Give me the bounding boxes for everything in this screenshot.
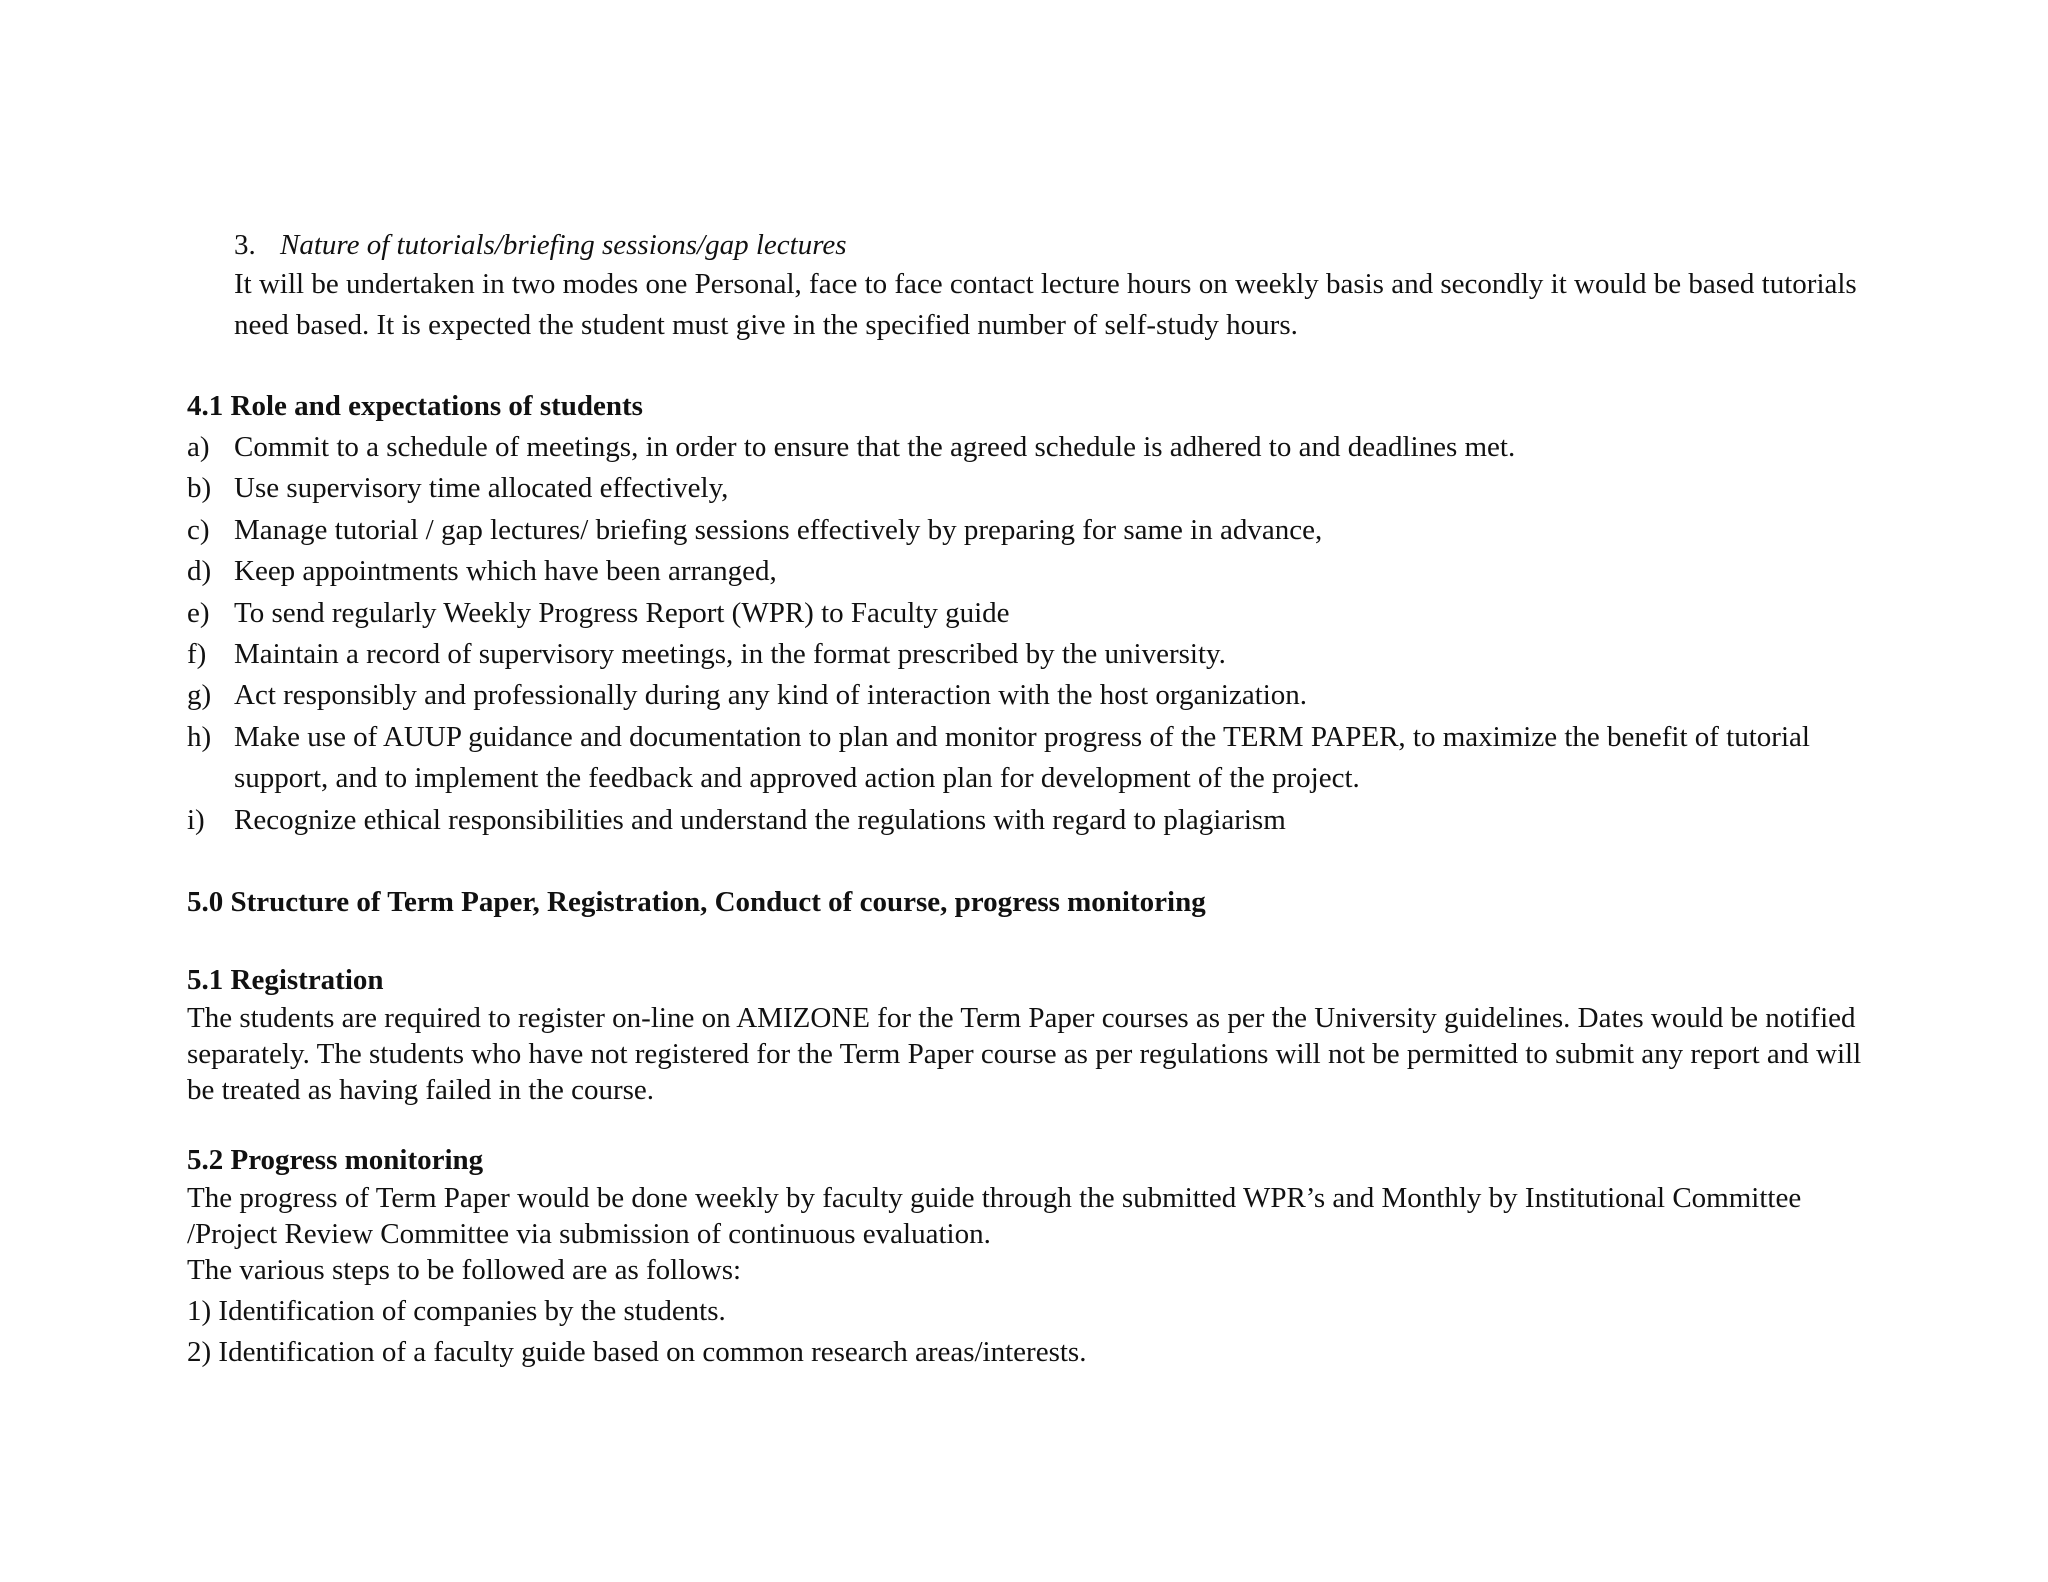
steps-list — [187, 1291, 1887, 1373]
list-item — [187, 634, 1887, 675]
role-expectations-list — [187, 427, 1887, 841]
list-item — [187, 468, 1887, 509]
progress-monitoring-paragraph: The progress of Term Paper would be done weekly by faculty guide through the submitted WPR’s and Monthly by Institutional Committee /Project Review Committee via submission of continuous evaluation. — [187, 1182, 1802, 1250]
list-item — [187, 551, 1887, 592]
section-5-1-heading: 5.1 Registration — [187, 964, 384, 996]
list-item — [187, 675, 1887, 716]
registration-paragraph: The students are required to register on-line on AMIZONE for the Term Paper courses as per the University guidelines. Dates would be notified separately. The students who have not registered for the Term Paper course as per regulations will not be permitted to submit any report and will be treated as having failed in the course. — [187, 1002, 1862, 1106]
list-marker: d) — [187, 555, 212, 588]
step-item: 2) Identification of a faculty guide based on common research areas/interests. — [187, 1336, 1087, 1368]
section-5-2-heading: 5.2 Progress monitoring — [187, 1144, 484, 1176]
section-3-paragraph: It will be undertaken in two modes one Personal, face to face contact lecture hours on weekly basis and secondly it would be based tutorials need based. It is expected the student must give in the specified number of self-study hours. — [234, 268, 1857, 341]
section-5-0-heading: 5.0 Structure of Term Paper, Registration, Conduct of course, progress monitoring — [187, 886, 1206, 918]
section-4-1-heading: 4.1 Role and expectations of students — [187, 390, 643, 422]
section-3-heading — [234, 228, 847, 262]
list-marker: f) — [187, 638, 207, 671]
list-item-text: Keep appointments which have been arranged, — [234, 555, 777, 588]
list-item-text: Maintain a record of supervisory meetings, in the format prescribed by the university. — [234, 638, 1226, 671]
list-item-text: Manage tutorial / gap lectures/ briefing sessions effectively by preparing for same in advance, — [234, 513, 1323, 546]
list-marker: i) — [187, 803, 205, 836]
list-item-text: Recognize ethical responsibilities and understand the regulations with regard to plagiarism — [234, 803, 1286, 836]
list-marker: a) — [187, 431, 210, 463]
list-item-text: Use supervisory time allocated effectively, — [234, 472, 729, 505]
list-item — [187, 427, 1887, 468]
list-marker: h) — [187, 720, 212, 753]
list-item-text: Make use of AUUP guidance and documentation to plan and monitor progress of the TERM PAPER, to maximize the benefit of tutorial support, and to implement the feedback and approved action plan for development of the project. — [234, 720, 1810, 795]
section-3-title: Nature of tutorials/briefing sessions/gap lectures — [280, 229, 847, 261]
list-item — [187, 593, 1887, 634]
list-marker: g) — [187, 679, 212, 712]
list-item — [187, 510, 1887, 551]
list-item-text: Commit to a schedule of meetings, in order to ensure that the agreed schedule is adhered to and deadlines met. — [234, 431, 1516, 463]
list-item-text: Act responsibly and professionally during any kind of interaction with the host organization. — [234, 679, 1308, 712]
list-item — [187, 800, 1887, 841]
list-marker: e) — [187, 596, 210, 629]
list-marker: c) — [187, 513, 210, 546]
list-item-text: To send regularly Weekly Progress Report (WPR) to Faculty guide — [234, 596, 1010, 629]
steps-intro: The various steps to be followed are as follows: — [187, 1254, 742, 1286]
step-item: 1) Identification of companies by the students. — [187, 1295, 726, 1327]
list-marker: b) — [187, 472, 212, 505]
list-item — [187, 717, 1887, 800]
section-3-number: 3. — [234, 229, 256, 261]
